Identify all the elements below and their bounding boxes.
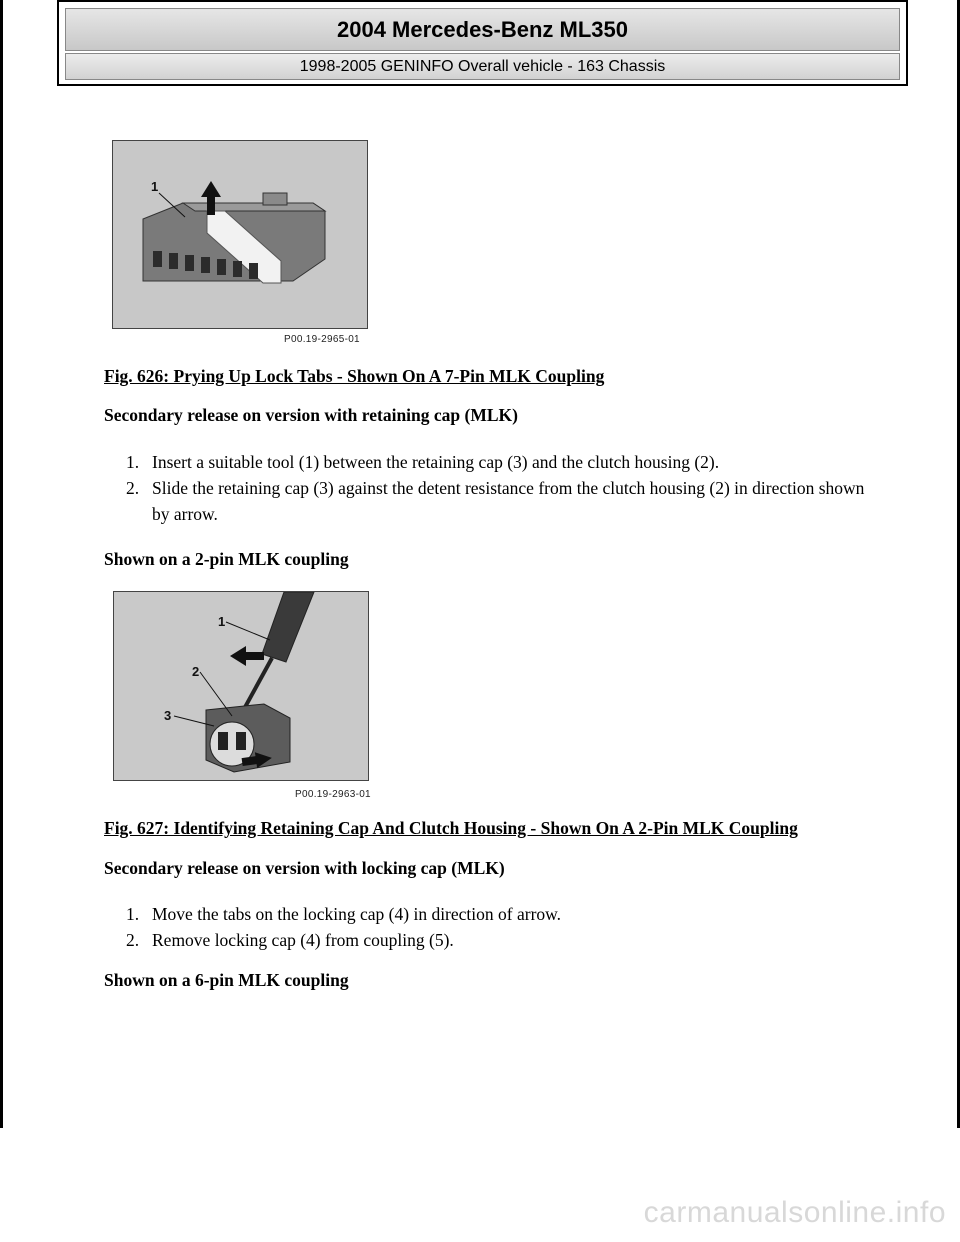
two-pin-coupling-illustration (114, 592, 369, 781)
section-1-step-2: 2. Slide the retaining cap (3) against the detent resistance from the clutch housing (2) in direction shown by arrow. (126, 478, 865, 524)
figure-626-code: P00.19-2965-01 (284, 334, 360, 345)
section-2-heading: Secondary release on version with locking cap (MLK) (104, 858, 505, 878)
page-left-border (0, 0, 3, 1128)
section-2-step-2: 2. Remove locking cap (4) from coupling (5). (126, 930, 454, 950)
svg-text:1: 1 (151, 179, 159, 194)
svg-text:1: 1 (218, 614, 226, 629)
figure-626-caption: Fig. 626: Prying Up Lock Tabs - Shown On A 7-Pin MLK Coupling (104, 366, 605, 386)
section-2-note: Shown on a 6-pin MLK coupling (104, 970, 349, 990)
figure-627-code: P00.19-2963-01 (295, 789, 371, 800)
figure-626-image (112, 140, 368, 329)
figure-627 (113, 591, 371, 803)
section-1-note: Shown on a 2-pin MLK coupling (104, 549, 349, 569)
svg-text:3: 3 (164, 708, 172, 723)
document-header (57, 0, 908, 86)
header-title: 2004 Mercedes-Benz ML350 (65, 8, 900, 51)
seven-pin-coupling-illustration (113, 141, 368, 329)
watermark-text: carmanualsonline.info (643, 1196, 946, 1229)
figure-627-caption: Fig. 627: Identifying Retaining Cap And Clutch Housing - Shown On A 2-Pin MLK Coupling (104, 818, 798, 838)
section-1-heading: Secondary release on version with retaining cap (MLK) (104, 405, 518, 425)
watermark-strip (0, 1128, 960, 1242)
section-1-step-1: 1. Insert a suitable tool (1) between the retaining cap (3) and the clutch housing (2). (126, 452, 720, 472)
section-2-step-1: 1. Move the tabs on the locking cap (4) in direction of arrow. (126, 904, 562, 924)
figure-626 (112, 140, 370, 350)
svg-text:2: 2 (192, 664, 200, 679)
figure-627-image (113, 591, 369, 781)
header-subtitle: 1998-2005 GENINFO Overall vehicle - 163 Chassis (65, 53, 900, 80)
